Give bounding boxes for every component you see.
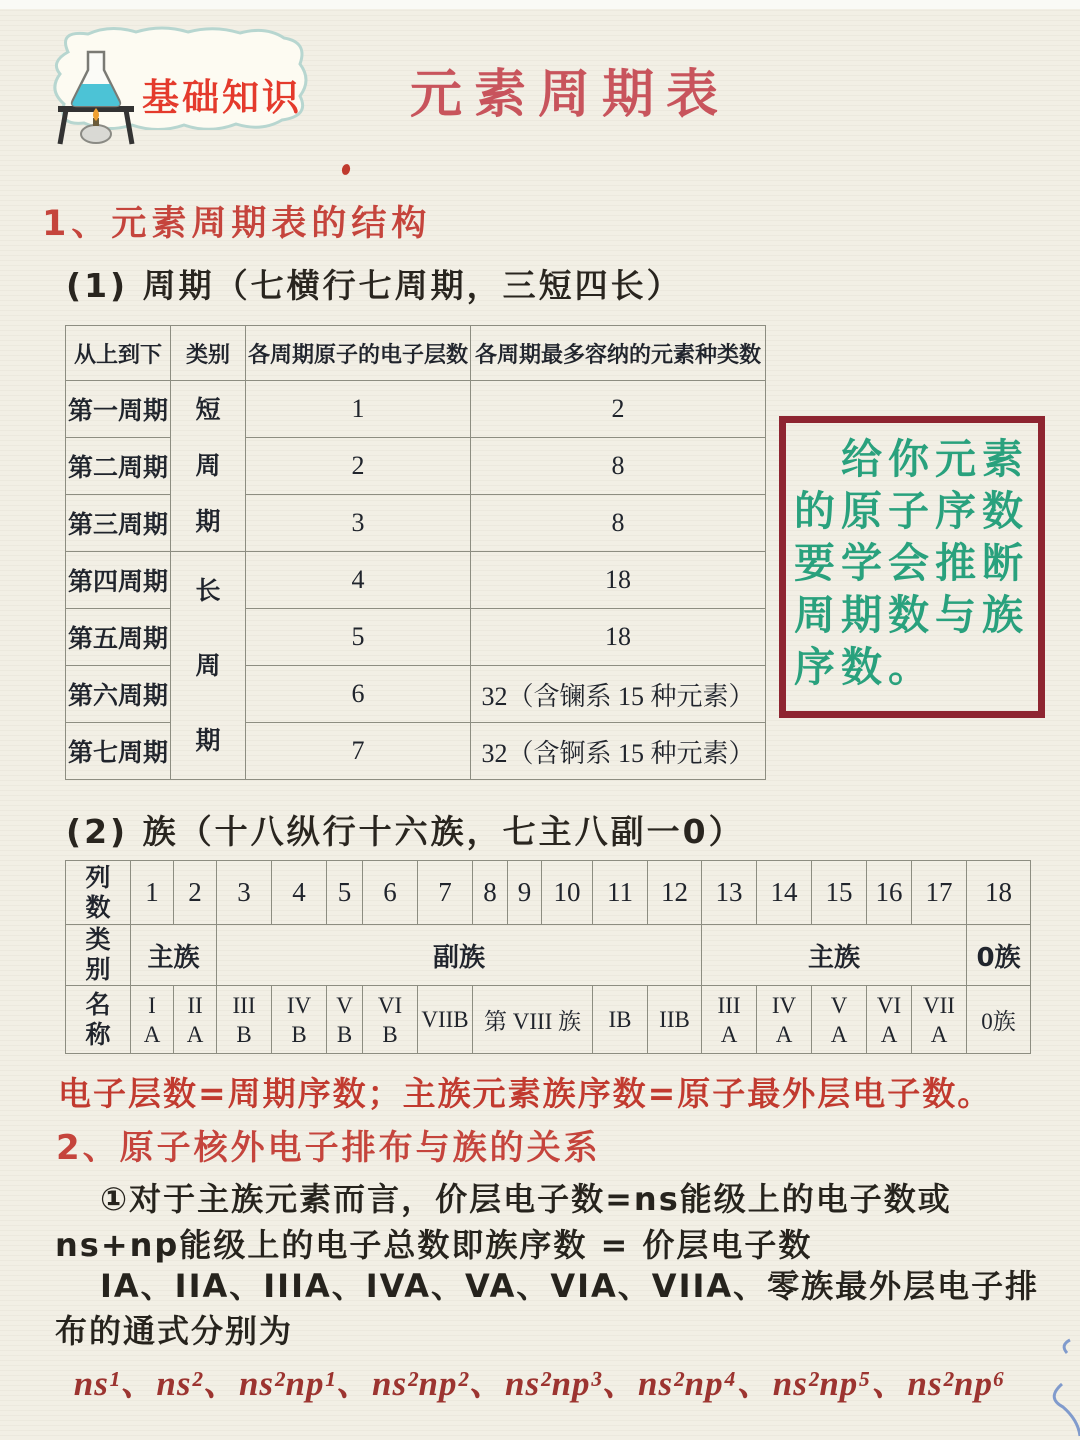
category-cell: 主族 bbox=[131, 925, 217, 986]
group-name-line: A bbox=[720, 1021, 738, 1047]
tip-text: 给你元素的原子序数要学会推断周期数与族序数。 bbox=[794, 435, 1029, 691]
formula-line: ns¹、ns²、ns²np¹、ns²np²、ns²np³、ns²np⁴、ns²np⁵、ns²np⁶ bbox=[73, 1364, 1007, 1403]
group-name-line: I bbox=[148, 992, 156, 1018]
period-cell: 第一周期 bbox=[66, 381, 171, 438]
header-cell: 各周期原子的电子层数 bbox=[246, 326, 471, 381]
page-title: 元素周期表 bbox=[410, 65, 731, 125]
row-header-cell bbox=[66, 986, 131, 1054]
group-name-line: A bbox=[143, 1021, 161, 1047]
layers-cell: 1 bbox=[246, 381, 471, 438]
group-name-cell: 0族 bbox=[967, 986, 1031, 1054]
period-table bbox=[65, 325, 766, 780]
header-cell: 从上到下 bbox=[66, 326, 171, 381]
group-name-cell: VIIB bbox=[418, 986, 473, 1054]
row-header-cell bbox=[66, 925, 131, 986]
period-cell: 第五周期 bbox=[66, 609, 171, 666]
badge-label: 基础知识 bbox=[142, 76, 302, 119]
row-header-label: 名称 bbox=[85, 989, 111, 1049]
group-name-line: B bbox=[291, 1021, 307, 1047]
group-name-line: B bbox=[236, 1021, 252, 1047]
category-row bbox=[66, 925, 1031, 986]
group-name-line: VI bbox=[377, 992, 403, 1018]
period-cell: 第七周期 bbox=[66, 723, 171, 780]
group-name-line: VI bbox=[876, 992, 902, 1018]
section1-heading: 1、元素周期表的结构 bbox=[42, 204, 432, 244]
flask-icon bbox=[50, 46, 142, 150]
group-name-line: III bbox=[717, 992, 741, 1018]
group-name-cell bbox=[174, 986, 217, 1054]
group-name-row bbox=[66, 986, 1031, 1054]
colnum-cell: 18 bbox=[967, 861, 1031, 925]
group-name-line: V bbox=[336, 992, 353, 1018]
colnum-cell: 11 bbox=[593, 861, 648, 925]
group-name-line: B bbox=[336, 1021, 353, 1047]
knowledge-badge bbox=[36, 20, 326, 150]
colnum-cell: 12 bbox=[648, 861, 702, 925]
category-cell: 0族 bbox=[967, 925, 1031, 986]
group-name-cell bbox=[702, 986, 757, 1054]
summary-rule-text: 电子层数=周期序数；主族元素族序数=原子最外层电子数。 bbox=[58, 1074, 993, 1113]
row-header-cell bbox=[66, 861, 131, 925]
layers-cell: 6 bbox=[246, 666, 471, 723]
period-cell: 第四周期 bbox=[66, 552, 171, 609]
max-cell: 32（含镧系 15 种元素） bbox=[471, 666, 766, 723]
section2-heading: 2、原子核外电子排布与族的关系 bbox=[56, 1128, 601, 1168]
colnum-cell: 17 bbox=[912, 861, 967, 925]
group-name-line: A bbox=[930, 1021, 948, 1047]
group-name-line: VII bbox=[923, 992, 955, 1018]
period-table-header-row bbox=[66, 326, 766, 381]
group-name-line: IV bbox=[286, 992, 312, 1018]
category-cell: 副族 bbox=[217, 925, 702, 986]
group-name-cell: IIB bbox=[648, 986, 702, 1054]
period-cell: 第六周期 bbox=[66, 666, 171, 723]
column-number-row bbox=[66, 861, 1031, 925]
colnum-cell: 7 bbox=[418, 861, 473, 925]
group-name-cell bbox=[327, 986, 363, 1054]
group-name-cell bbox=[363, 986, 418, 1054]
pen-scribble-icon bbox=[1030, 1332, 1080, 1440]
colnum-cell: 10 bbox=[542, 861, 593, 925]
colnum-cell: 2 bbox=[174, 861, 217, 925]
group-name-line: II bbox=[187, 992, 203, 1018]
group-subheading: (2) 族（十八纵行十六族，七主八副一0） bbox=[66, 812, 745, 851]
category-cell: 主族 bbox=[702, 925, 967, 986]
category-label: 长周期 bbox=[195, 576, 221, 755]
header-cell: 各周期最多容纳的元素种类数 bbox=[471, 326, 766, 381]
max-cell: 32（含锕系 15 种元素） bbox=[471, 723, 766, 780]
period-row bbox=[66, 552, 766, 609]
period-subheading: (1) 周期（七横行七周期，三短四长） bbox=[66, 266, 683, 305]
colnum-cell: 1 bbox=[131, 861, 174, 925]
group-name-line: B bbox=[382, 1021, 398, 1047]
max-cell: 8 bbox=[471, 438, 766, 495]
colnum-cell: 5 bbox=[327, 861, 363, 925]
group-name-cell bbox=[272, 986, 327, 1054]
top-strip bbox=[0, 0, 1080, 9]
layers-cell: 4 bbox=[246, 552, 471, 609]
group-name-line: V bbox=[830, 992, 848, 1018]
max-cell: 18 bbox=[471, 552, 766, 609]
period-cell: 第三周期 bbox=[66, 495, 171, 552]
group-name-line: III bbox=[232, 992, 256, 1018]
period-cell: 第二周期 bbox=[66, 438, 171, 495]
layers-cell: 3 bbox=[246, 495, 471, 552]
row-header-label: 类别 bbox=[85, 925, 111, 984]
group-name-cell bbox=[812, 986, 867, 1054]
layers-cell: 2 bbox=[246, 438, 471, 495]
paragraph-line: IA、IIA、IIIA、IVA、VA、VIA、VIIA、零族最外层电子排 bbox=[100, 1267, 1040, 1305]
layers-cell: 5 bbox=[246, 609, 471, 666]
colnum-cell: 16 bbox=[867, 861, 912, 925]
max-cell: 2 bbox=[471, 381, 766, 438]
category-label: 短周期 bbox=[195, 395, 221, 536]
colnum-cell: 15 bbox=[812, 861, 867, 925]
group-name-cell: 第 VIII 族 bbox=[473, 986, 593, 1054]
group-name-cell bbox=[757, 986, 812, 1054]
red-dot-mark bbox=[341, 163, 351, 176]
group-name-cell bbox=[217, 986, 272, 1054]
paragraph-line: ns+np能级上的电子总数即族序数 = 价层电子数 bbox=[55, 1226, 813, 1264]
colnum-cell: 6 bbox=[363, 861, 418, 925]
row-header-label: 列数 bbox=[85, 862, 111, 922]
colnum-cell: 8 bbox=[473, 861, 508, 925]
category-cell bbox=[171, 552, 246, 780]
group-name-line: A bbox=[830, 1021, 848, 1047]
group-name-line: A bbox=[186, 1021, 204, 1047]
paragraph-line: 布的通式分别为 bbox=[55, 1312, 294, 1350]
period-row bbox=[66, 381, 766, 438]
group-name-cell bbox=[912, 986, 967, 1054]
colnum-cell: 4 bbox=[272, 861, 327, 925]
tip-box bbox=[779, 416, 1045, 718]
max-cell: 18 bbox=[471, 609, 766, 666]
group-table bbox=[65, 860, 1031, 1054]
group-name-line: A bbox=[880, 1021, 898, 1047]
max-cell: 8 bbox=[471, 495, 766, 552]
paragraph-line: ①对于主族元素而言，价层电子数=ns能级上的电子数或 bbox=[100, 1180, 952, 1218]
header-cell: 类别 bbox=[171, 326, 246, 381]
colnum-cell: 9 bbox=[508, 861, 542, 925]
group-name-cell bbox=[867, 986, 912, 1054]
group-name-line: IV bbox=[771, 992, 797, 1018]
colnum-cell: 13 bbox=[702, 861, 757, 925]
colnum-cell: 3 bbox=[217, 861, 272, 925]
group-name-line: A bbox=[775, 1021, 793, 1047]
category-cell bbox=[171, 381, 246, 552]
colnum-cell: 14 bbox=[757, 861, 812, 925]
layers-cell: 7 bbox=[246, 723, 471, 780]
group-name-cell bbox=[131, 986, 174, 1054]
group-name-cell: IB bbox=[593, 986, 648, 1054]
